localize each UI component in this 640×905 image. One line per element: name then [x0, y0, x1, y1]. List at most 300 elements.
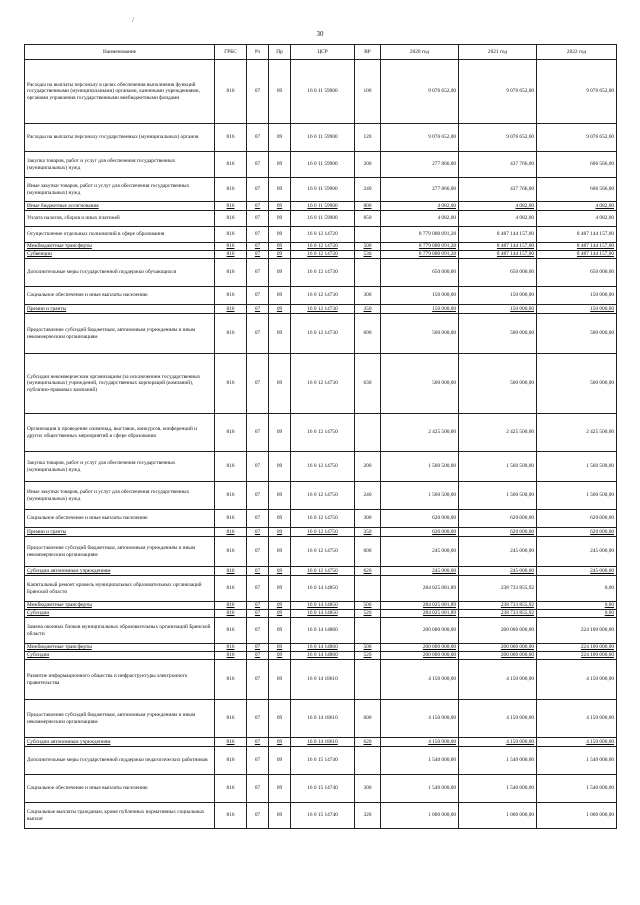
cell-grbs: 816 — [215, 414, 247, 452]
cell-csr: 16 0 14 14860 — [291, 644, 355, 652]
cell-csr: 16 0 12 14720 — [291, 251, 355, 259]
cell-rz: 07 — [247, 537, 269, 567]
cell-name: Субсидии автономным учреждениям — [25, 738, 215, 747]
cell-2020: 284 025 081,89 — [381, 602, 459, 610]
cell-rz: 07 — [247, 482, 269, 510]
cell-2022: 606 566,00 — [537, 178, 617, 202]
cell-2021: 8 487 144 157,00 — [459, 243, 537, 251]
cell-name: Иные закупки товаров, работ и услуг для обеспечения государственных (муниципальных) нужд — [25, 482, 215, 510]
cell-2021: 4 082,00 — [459, 211, 537, 227]
cell-grbs: 816 — [215, 660, 247, 700]
cell-pr: 09 — [269, 482, 291, 510]
cell-2022: 4 082,00 — [537, 211, 617, 227]
cell-vr: 200 — [355, 152, 381, 178]
cell-csr: 16 0 12 14750 — [291, 510, 355, 528]
table-row — [25, 567, 617, 576]
cell-rz: 07 — [247, 314, 269, 354]
cell-csr: 16 0 12 14750 — [291, 482, 355, 510]
table-row — [25, 124, 617, 152]
cell-2022: 8 487 144 157,00 — [537, 243, 617, 251]
cell-2022: 1 540 000,00 — [537, 747, 617, 775]
cell-2020: 650 000,00 — [381, 259, 459, 287]
cell-rz: 07 — [247, 178, 269, 202]
cell-name: Субсидии — [25, 610, 215, 618]
header-rz: Рз — [247, 45, 269, 60]
cell-name: Премии и гранты — [25, 528, 215, 537]
cell-2022: 245 000,00 — [537, 537, 617, 567]
cell-pr: 09 — [269, 178, 291, 202]
cell-pr: 09 — [269, 747, 291, 775]
cell-2022: 1 560 500,00 — [537, 452, 617, 482]
cell-pr: 09 — [269, 202, 291, 211]
table-row — [25, 775, 617, 803]
cell-csr: 16 0 15 14740 — [291, 747, 355, 775]
table-row — [25, 537, 617, 567]
cell-2020: 284 025 081,89 — [381, 576, 459, 602]
cell-pr: 09 — [269, 775, 291, 803]
cell-csr: 16 0 14 14860 — [291, 618, 355, 644]
cell-name: Развитие информационного общества и инфраструктуры электронного правительства — [25, 660, 215, 700]
table-row — [25, 414, 617, 452]
cell-2020: 4 150 000,00 — [381, 738, 459, 747]
cell-name: Субсидии некоммерческим организациям (за исключением государственных (муниципальных) учреждений, государственных корпораций (компаний), публично-правовых компаний) — [25, 354, 215, 414]
cell-grbs: 816 — [215, 528, 247, 537]
cell-2020: 284 025 081,89 — [381, 610, 459, 618]
cell-rz: 07 — [247, 775, 269, 803]
cell-2020: 200 000 000,00 — [381, 652, 459, 660]
cell-2022: 1 540 000,00 — [537, 775, 617, 803]
table-row — [25, 287, 617, 305]
cell-rz: 07 — [247, 510, 269, 528]
cell-pr: 09 — [269, 510, 291, 528]
cell-pr: 09 — [269, 652, 291, 660]
cell-2020: 4 150 000,00 — [381, 700, 459, 738]
cell-name: Предоставление субсидий бюджетным, автономным учреждениям и иным некоммерческим организациям — [25, 700, 215, 738]
cell-2022: 620 000,00 — [537, 528, 617, 537]
cell-2020: 500 000,00 — [381, 354, 459, 414]
cell-2020: 245 000,00 — [381, 537, 459, 567]
cell-csr: 16 0 12 14750 — [291, 537, 355, 567]
table-row — [25, 243, 617, 251]
cell-name: Предоставление субсидий бюджетным, автономным учреждениям и иным некоммерческим организациям — [25, 314, 215, 354]
table-row — [25, 178, 617, 202]
cell-pr: 09 — [269, 644, 291, 652]
cell-name: Осуществление отдельных полномочий в сфере образования — [25, 227, 215, 243]
cell-grbs: 816 — [215, 305, 247, 314]
cell-vr: 520 — [355, 610, 381, 618]
cell-pr: 09 — [269, 287, 291, 305]
cell-rz: 07 — [247, 227, 269, 243]
cell-csr: 16 0 12 14750 — [291, 452, 355, 482]
budget-table — [24, 44, 617, 829]
cell-2020: 277 866,00 — [381, 178, 459, 202]
cell-name: Иные закупки товаров, работ и услуг для обеспечения государственных (муниципальных) нужд — [25, 178, 215, 202]
cell-vr: 530 — [355, 251, 381, 259]
cell-grbs: 816 — [215, 211, 247, 227]
cell-name: Дополнительные меры государственной поддержки педагогических работников — [25, 747, 215, 775]
cell-2021: 620 000,00 — [459, 510, 537, 528]
cell-2020: 8 779 080 091,28 — [381, 251, 459, 259]
cell-csr: 16 0 12 14720 — [291, 227, 355, 243]
cell-vr: 500 — [355, 644, 381, 652]
cell-grbs: 816 — [215, 243, 247, 251]
cell-rz: 07 — [247, 243, 269, 251]
cell-pr: 09 — [269, 610, 291, 618]
cell-grbs: 816 — [215, 354, 247, 414]
cell-2021: 238 733 855,92 — [459, 610, 537, 618]
cell-2020: 500 000,00 — [381, 314, 459, 354]
cell-2021: 238 733 855,92 — [459, 602, 537, 610]
cell-2021: 245 000,00 — [459, 567, 537, 576]
cell-name: Социальное обеспечение и иные выплаты населению — [25, 775, 215, 803]
cell-csr: 16 0 15 14740 — [291, 775, 355, 803]
cell-2021: 1 540 000,00 — [459, 747, 537, 775]
cell-csr: 16 0 14 18610 — [291, 660, 355, 700]
cell-pr: 09 — [269, 305, 291, 314]
cell-2022: 4 150 000,00 — [537, 700, 617, 738]
table-row — [25, 700, 617, 738]
cell-vr: 300 — [355, 287, 381, 305]
cell-vr — [355, 576, 381, 602]
header-row — [25, 45, 617, 60]
cell-csr: 16 0 14 14850 — [291, 576, 355, 602]
cell-name: Расходы на выплаты персоналу в целях обеспечения выполнения функций государственными (муниципальными) органами, казенными учреждениями, органами управления государственными внебюджетными фондами — [25, 60, 215, 124]
cell-2022: 500 000,00 — [537, 354, 617, 414]
cell-name: Организация и проведение олимпиад, выставок, конкурсов, конференций и других общественных мероприятий в сфере образования — [25, 414, 215, 452]
table-row — [25, 803, 617, 829]
cell-csr: 16 0 11 59900 — [291, 202, 355, 211]
cell-pr: 09 — [269, 243, 291, 251]
cell-rz: 07 — [247, 414, 269, 452]
cell-2021: 4 150 000,00 — [459, 660, 537, 700]
cell-grbs: 816 — [215, 259, 247, 287]
cell-grbs: 816 — [215, 152, 247, 178]
table-row — [25, 510, 617, 528]
cell-grbs: 816 — [215, 775, 247, 803]
cell-2020: 245 000,00 — [381, 567, 459, 576]
cell-vr: 100 — [355, 60, 381, 124]
cell-2021: 437 766,00 — [459, 152, 537, 178]
table-row — [25, 747, 617, 775]
cell-vr: 200 — [355, 452, 381, 482]
cell-2022: 9 076 652,00 — [537, 124, 617, 152]
cell-2022: 606 566,00 — [537, 152, 617, 178]
cell-rz: 07 — [247, 211, 269, 227]
cell-vr: 630 — [355, 354, 381, 414]
cell-2020: 1 560 500,00 — [381, 452, 459, 482]
cell-2022: 8 487 144 157,00 — [537, 227, 617, 243]
cell-2021: 1 540 000,00 — [459, 775, 537, 803]
cell-name: Закупка товаров, работ и услуг для обеспечения государственных (муниципальных) нужд — [25, 152, 215, 178]
cell-name: Межбюджетные трансферты — [25, 243, 215, 251]
cell-name: Субсидии автономным учреждениям — [25, 567, 215, 576]
table-body — [25, 60, 617, 829]
header-vr: ВР — [355, 45, 381, 60]
cell-2020: 1 560 500,00 — [381, 482, 459, 510]
header-2021: 2021 год — [459, 45, 537, 60]
cell-2022: 1 560 500,00 — [537, 482, 617, 510]
cell-grbs: 816 — [215, 452, 247, 482]
table-row — [25, 314, 617, 354]
cell-grbs: 816 — [215, 747, 247, 775]
cell-2021: 200 000 000,00 — [459, 644, 537, 652]
cell-2020: 4 082,00 — [381, 211, 459, 227]
cell-pr: 09 — [269, 576, 291, 602]
cell-rz: 07 — [247, 602, 269, 610]
cell-csr: 16 0 12 14730 — [291, 354, 355, 414]
cell-rz: 07 — [247, 567, 269, 576]
cell-2022: 0,00 — [537, 602, 617, 610]
cell-2022: 0,00 — [537, 610, 617, 618]
table-row — [25, 305, 617, 314]
cell-2022: 150 000,00 — [537, 305, 617, 314]
cell-csr: 16 0 12 14730 — [291, 314, 355, 354]
cell-vr — [355, 618, 381, 644]
cell-csr: 16 0 12 14750 — [291, 567, 355, 576]
cell-grbs: 816 — [215, 537, 247, 567]
cell-grbs: 816 — [215, 602, 247, 610]
cell-2021: 9 076 652,00 — [459, 124, 537, 152]
cell-2021: 200 000 000,00 — [459, 652, 537, 660]
cell-vr: 350 — [355, 528, 381, 537]
cell-vr: 620 — [355, 567, 381, 576]
cell-rz: 07 — [247, 660, 269, 700]
cell-rz: 07 — [247, 251, 269, 259]
cell-vr: 600 — [355, 314, 381, 354]
cell-rz: 07 — [247, 60, 269, 124]
cell-2021: 500 000,00 — [459, 314, 537, 354]
cell-grbs: 816 — [215, 482, 247, 510]
cell-2022: 224 100 000,00 — [537, 644, 617, 652]
cell-pr: 09 — [269, 414, 291, 452]
cell-2021: 8 487 144 157,00 — [459, 251, 537, 259]
cell-rz: 07 — [247, 124, 269, 152]
cell-pr: 09 — [269, 660, 291, 700]
cell-pr: 09 — [269, 452, 291, 482]
cell-pr: 09 — [269, 528, 291, 537]
cell-2021: 1 000 000,00 — [459, 803, 537, 829]
cell-rz: 07 — [247, 652, 269, 660]
cell-2020: 1 000 000,00 — [381, 803, 459, 829]
cell-2020: 8 779 080 091,28 — [381, 243, 459, 251]
cell-2022: 150 000,00 — [537, 287, 617, 305]
table-row — [25, 259, 617, 287]
cell-pr: 09 — [269, 567, 291, 576]
table-row — [25, 482, 617, 510]
cell-2022: 2 425 500,00 — [537, 414, 617, 452]
table-row — [25, 227, 617, 243]
cell-2021: 200 000 000,00 — [459, 618, 537, 644]
cell-grbs: 816 — [215, 644, 247, 652]
cell-2020: 200 000 000,00 — [381, 644, 459, 652]
cell-csr: 16 0 12 14750 — [291, 414, 355, 452]
cell-grbs: 816 — [215, 60, 247, 124]
cell-2020: 620 000,00 — [381, 510, 459, 528]
cell-grbs: 816 — [215, 314, 247, 354]
cell-2021: 150 000,00 — [459, 287, 537, 305]
cell-name: Иные бюджетные ассигнования — [25, 202, 215, 211]
cell-grbs: 816 — [215, 287, 247, 305]
cell-name: Социальные выплаты гражданам, кроме публичных нормативных социальных выплат — [25, 803, 215, 829]
cell-2022: 620 000,00 — [537, 510, 617, 528]
cell-csr: 16 0 14 14850 — [291, 602, 355, 610]
cell-2022: 9 076 652,00 — [537, 60, 617, 124]
cell-2022: 650 000,00 — [537, 259, 617, 287]
cell-name: Уплата налогов, сборов и иных платежей — [25, 211, 215, 227]
cell-pr: 09 — [269, 803, 291, 829]
page-number: 30 — [316, 30, 324, 38]
table-row — [25, 251, 617, 259]
cell-2022: 224 100 000,00 — [537, 618, 617, 644]
cell-grbs: 816 — [215, 610, 247, 618]
cell-2021: 8 487 144 157,00 — [459, 227, 537, 243]
cell-2021: 245 000,00 — [459, 537, 537, 567]
table-row — [25, 211, 617, 227]
cell-rz: 07 — [247, 618, 269, 644]
cell-grbs: 816 — [215, 700, 247, 738]
cell-2022: 245 000,00 — [537, 567, 617, 576]
cell-2021: 4 082,00 — [459, 202, 537, 211]
cell-name: Субсидии — [25, 652, 215, 660]
cell-csr: 16 0 11 59900 — [291, 60, 355, 124]
cell-vr: 350 — [355, 305, 381, 314]
cell-name: Предоставление субсидий бюджетным, автономным учреждениям и иным некоммерческим организациям — [25, 537, 215, 567]
cell-rz: 07 — [247, 305, 269, 314]
cell-csr: 16 0 14 18610 — [291, 738, 355, 747]
cell-grbs: 816 — [215, 618, 247, 644]
cell-pr: 09 — [269, 259, 291, 287]
cell-csr: 16 0 12 14750 — [291, 528, 355, 537]
cell-name: Социальное обеспечение и иные выплаты населению — [25, 287, 215, 305]
cell-vr: 800 — [355, 202, 381, 211]
cell-rz: 07 — [247, 528, 269, 537]
cell-grbs: 816 — [215, 202, 247, 211]
cell-vr: 600 — [355, 700, 381, 738]
cell-pr: 09 — [269, 314, 291, 354]
cell-grbs: 816 — [215, 251, 247, 259]
cell-grbs: 816 — [215, 510, 247, 528]
cell-grbs: 816 — [215, 227, 247, 243]
corner-mark: / — [132, 16, 134, 24]
cell-vr: 600 — [355, 537, 381, 567]
cell-name: Субвенции — [25, 251, 215, 259]
header-grbs: ГРБС — [215, 45, 247, 60]
cell-2021: 1 560 500,00 — [459, 482, 537, 510]
cell-pr: 09 — [269, 700, 291, 738]
cell-rz: 07 — [247, 576, 269, 602]
cell-rz: 07 — [247, 287, 269, 305]
header-2022: 2022 год — [537, 45, 617, 60]
table-row — [25, 452, 617, 482]
cell-csr: 16 0 12 14730 — [291, 287, 355, 305]
cell-pr: 09 — [269, 251, 291, 259]
cell-rz: 07 — [247, 747, 269, 775]
cell-pr: 09 — [269, 738, 291, 747]
cell-2022: 4 082,00 — [537, 202, 617, 211]
cell-2022: 4 150 000,00 — [537, 660, 617, 700]
table-row — [25, 738, 617, 747]
cell-csr: 16 0 11 59900 — [291, 178, 355, 202]
cell-name: Дополнительные меры государственной поддержки обучающихся — [25, 259, 215, 287]
cell-vr: 620 — [355, 738, 381, 747]
cell-pr: 09 — [269, 124, 291, 152]
cell-name: Закупка товаров, работ и услуг для обеспечения государственных (муниципальных) нужд — [25, 452, 215, 482]
cell-vr: 500 — [355, 243, 381, 251]
header-pr: Пр — [269, 45, 291, 60]
cell-2021: 4 150 000,00 — [459, 738, 537, 747]
header-2020: 2020 год — [381, 45, 459, 60]
cell-2022: 8 487 144 157,00 — [537, 251, 617, 259]
cell-pr: 09 — [269, 537, 291, 567]
cell-rz: 07 — [247, 259, 269, 287]
cell-2020: 2 425 500,00 — [381, 414, 459, 452]
cell-rz: 07 — [247, 202, 269, 211]
cell-2021: 238 733 855,92 — [459, 576, 537, 602]
cell-vr — [355, 414, 381, 452]
cell-grbs: 816 — [215, 803, 247, 829]
table-row — [25, 528, 617, 537]
table-row — [25, 610, 617, 618]
cell-2020: 150 000,00 — [381, 305, 459, 314]
cell-vr: 500 — [355, 602, 381, 610]
cell-2021: 2 425 500,00 — [459, 414, 537, 452]
cell-rz: 07 — [247, 700, 269, 738]
cell-pr: 09 — [269, 152, 291, 178]
cell-2021: 1 560 500,00 — [459, 452, 537, 482]
cell-vr: 240 — [355, 482, 381, 510]
cell-csr: 16 0 11 59900 — [291, 152, 355, 178]
cell-2020: 277 866,00 — [381, 152, 459, 178]
cell-grbs: 816 — [215, 178, 247, 202]
cell-csr: 16 0 12 14730 — [291, 305, 355, 314]
cell-pr: 09 — [269, 354, 291, 414]
cell-2021: 437 766,00 — [459, 178, 537, 202]
cell-csr: 16 0 15 14740 — [291, 803, 355, 829]
cell-name: Премии и гранты — [25, 305, 215, 314]
cell-2022: 1 000 000,00 — [537, 803, 617, 829]
cell-vr: 520 — [355, 652, 381, 660]
table-row — [25, 576, 617, 602]
cell-pr: 09 — [269, 618, 291, 644]
cell-2020: 4 150 000,00 — [381, 660, 459, 700]
cell-name: Социальное обеспечение и иные выплаты населению — [25, 510, 215, 528]
table-row — [25, 644, 617, 652]
table-row — [25, 152, 617, 178]
cell-2021: 620 000,00 — [459, 528, 537, 537]
table-row — [25, 602, 617, 610]
cell-csr: 16 0 12 14720 — [291, 243, 355, 251]
cell-vr: 240 — [355, 178, 381, 202]
cell-vr — [355, 660, 381, 700]
cell-vr: 120 — [355, 124, 381, 152]
cell-2022: 4 150 000,00 — [537, 738, 617, 747]
cell-vr: 300 — [355, 775, 381, 803]
cell-csr: 16 0 12 14730 — [291, 259, 355, 287]
table-row — [25, 202, 617, 211]
cell-grbs: 816 — [215, 567, 247, 576]
cell-rz: 07 — [247, 354, 269, 414]
cell-rz: 07 — [247, 738, 269, 747]
cell-2021: 9 076 652,00 — [459, 60, 537, 124]
cell-pr: 09 — [269, 227, 291, 243]
cell-rz: 07 — [247, 803, 269, 829]
cell-2021: 500 000,00 — [459, 354, 537, 414]
cell-grbs: 816 — [215, 576, 247, 602]
header-name: Наименование — [25, 45, 215, 60]
cell-vr — [355, 227, 381, 243]
cell-2022: 224 100 000,00 — [537, 652, 617, 660]
cell-2021: 650 000,00 — [459, 259, 537, 287]
